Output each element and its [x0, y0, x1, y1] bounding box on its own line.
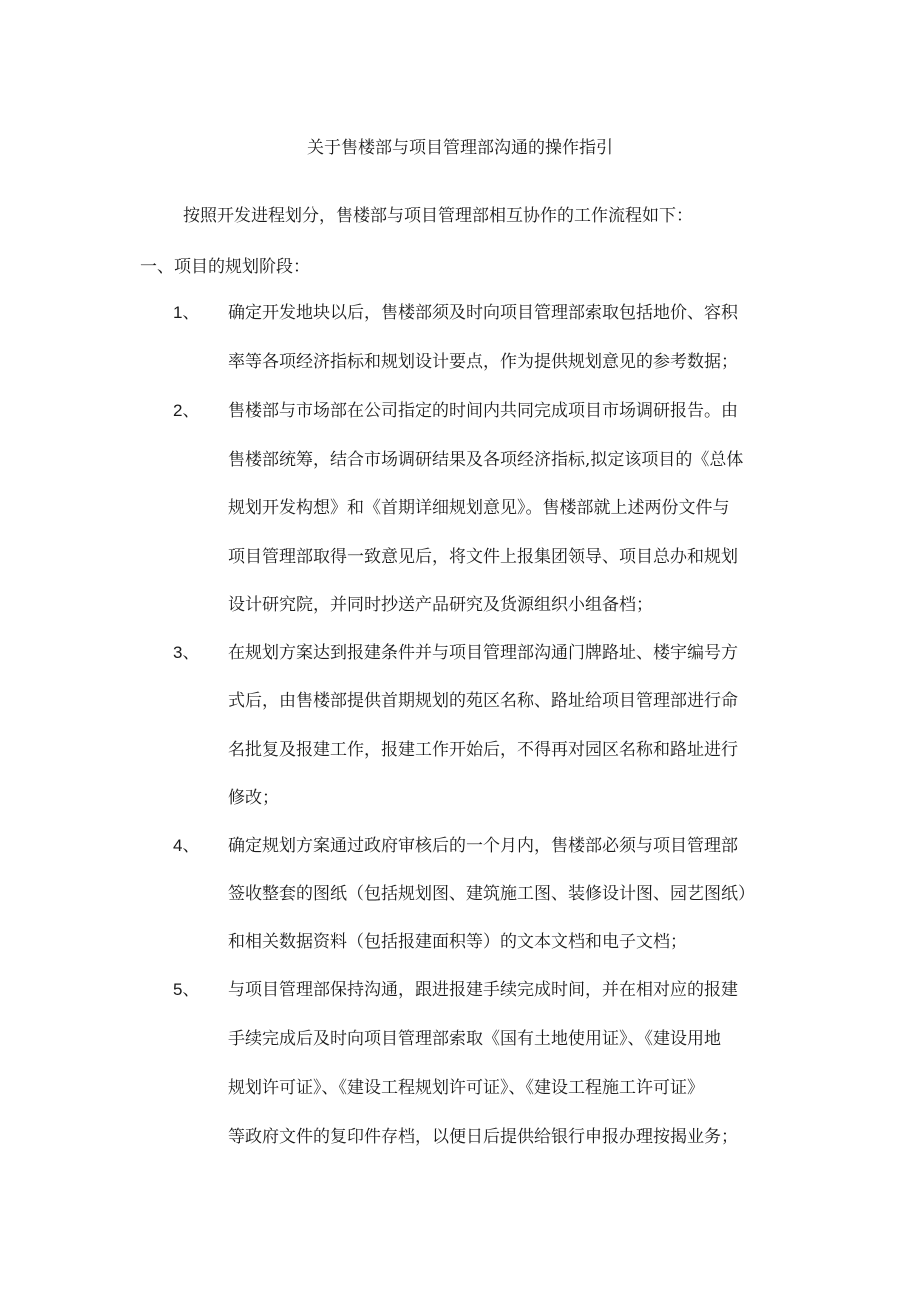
item-text-line: 项目管理部取得一致意见后，将文件上报集团领导、项目总办和规划: [228, 547, 738, 567]
item-text-line: 设计研究院，并同时抄送产品研究及货源组织小组备档；: [228, 595, 653, 615]
item-text-line: 与项目管理部保持沟通，跟进报建手续完成时间，并在相对应的报建: [228, 980, 738, 1000]
item-text-line: 修改；: [228, 788, 279, 808]
item-text-line: 手续完成后及时向项目管理部索取《国有土地使用证》、《建设用地: [228, 1029, 721, 1049]
item-text-line: 规划许可证》、《建设工程规划许可证》、《建设工程施工许可证》: [228, 1078, 704, 1098]
intro-paragraph: 按照开发进程划分，售楼部与项目管理部相互协作的工作流程如下：: [183, 206, 693, 226]
item-number: 5、: [173, 980, 200, 999]
document-title: 关于售楼部与项目管理部沟通的操作指引: [307, 138, 613, 158]
item-number: 2、: [173, 401, 200, 420]
item-number: 3、: [173, 643, 200, 662]
item-text-line: 售楼部统筹，结合市场调研结果及各项经济指标,拟定该项目的《总体: [228, 450, 744, 470]
item-text-line: 和相关数据资料（包括报建面积等）的文本文档和电子文档；: [228, 932, 687, 952]
section-heading: 一、项目的规划阶段：: [140, 257, 310, 277]
item-text-line: 等政府文件的复印件存档，以便日后提供给银行申报办理按揭业务；: [228, 1127, 738, 1147]
item-text-line: 签收整套的图纸（包括规划图、建筑施工图、装修设计图、园艺图纸）: [228, 884, 755, 904]
item-text-line: 确定规划方案通过政府审核后的一个月内，售楼部必须与项目管理部: [228, 836, 738, 856]
item-text-line: 规划开发构想》和《首期详细规划意见》。售楼部就上述两份文件与: [228, 498, 730, 518]
item-text-line: 率等各项经济指标和规划设计要点，作为提供规划意见的参考数据；: [228, 352, 738, 372]
item-text-line: 式后，由售楼部提供首期规划的苑区名称、路址给项目管理部进行命: [228, 691, 738, 711]
item-text-line: 确定开发地块以后，售楼部须及时向项目管理部索取包括地价、容积: [228, 303, 738, 323]
item-number: 4、: [173, 836, 200, 855]
item-number: 1、: [173, 303, 200, 322]
item-text-line: 售楼部与市场部在公司指定的时间内共同完成项目市场调研报告。由: [228, 401, 738, 421]
item-text-line: 名批复及报建工作，报建工作开始后，不得再对园区名称和路址进行: [228, 740, 738, 760]
item-text-line: 在规划方案达到报建条件并与项目管理部沟通门牌路址、楼宇编号方: [228, 643, 738, 663]
